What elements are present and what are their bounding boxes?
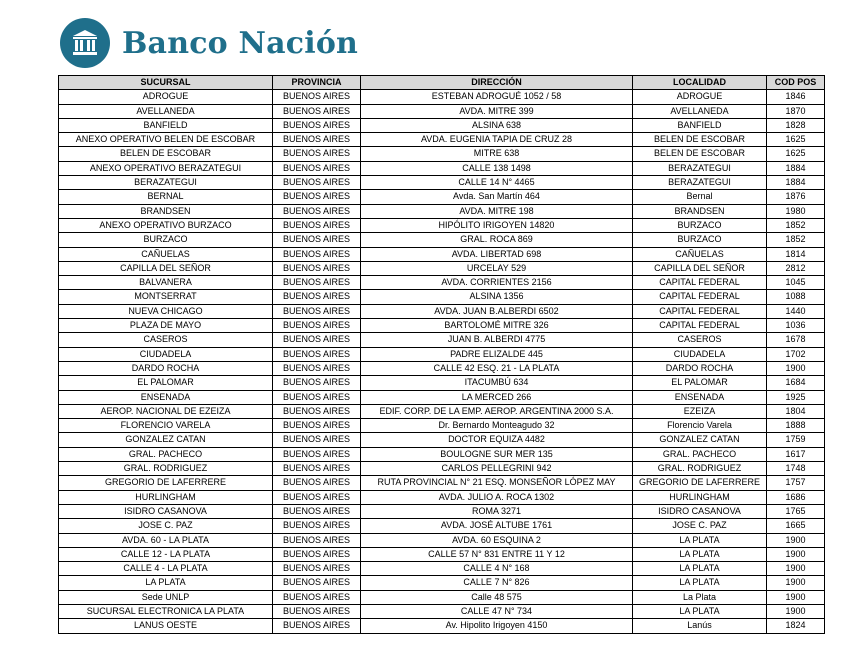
cell-cod-pos: 1888 xyxy=(767,419,825,433)
cell-localidad: Lanús xyxy=(633,619,767,633)
cell-localidad: LA PLATA xyxy=(633,604,767,618)
cell-cod-pos: 1617 xyxy=(767,447,825,461)
table-row xyxy=(59,562,825,576)
cell-localidad: Florencio Varela xyxy=(633,419,767,433)
cell-localidad: Bernal xyxy=(633,190,767,204)
cell-provincia: BUENOS AIRES xyxy=(273,276,361,290)
cell-provincia: BUENOS AIRES xyxy=(273,90,361,104)
cell-cod-pos: 1884 xyxy=(767,161,825,175)
cell-cod-pos: 1980 xyxy=(767,204,825,218)
cell-cod-pos: 2812 xyxy=(767,261,825,275)
cell-provincia: BUENOS AIRES xyxy=(273,104,361,118)
cell-provincia: BUENOS AIRES xyxy=(273,476,361,490)
cell-sucursal: EL PALOMAR xyxy=(59,376,273,390)
table-row xyxy=(59,176,825,190)
cell-provincia: BUENOS AIRES xyxy=(273,190,361,204)
cell-cod-pos: 1684 xyxy=(767,376,825,390)
cell-sucursal: SUCURSAL ELECTRONICA LA PLATA xyxy=(59,604,273,618)
cell-direccion: ALSINA 1356 xyxy=(361,290,633,304)
cell-cod-pos: 1757 xyxy=(767,476,825,490)
cell-cod-pos: 1804 xyxy=(767,404,825,418)
cell-cod-pos: 1828 xyxy=(767,118,825,132)
cell-localidad: CAPITAL FEDERAL xyxy=(633,319,767,333)
cell-direccion: Dr. Bernardo Monteagudo 32 xyxy=(361,419,633,433)
cell-provincia: BUENOS AIRES xyxy=(273,218,361,232)
cell-provincia: BUENOS AIRES xyxy=(273,576,361,590)
table-row xyxy=(59,218,825,232)
bank-logo xyxy=(60,17,358,69)
cell-provincia: BUENOS AIRES xyxy=(273,390,361,404)
cell-provincia: BUENOS AIRES xyxy=(273,433,361,447)
table-row xyxy=(59,533,825,547)
cell-provincia: BUENOS AIRES xyxy=(273,176,361,190)
cell-provincia: BUENOS AIRES xyxy=(273,547,361,561)
cell-direccion: CALLE 57 N° 831 ENTRE 11 Y 12 xyxy=(361,547,633,561)
table-row xyxy=(59,147,825,161)
table-row xyxy=(59,447,825,461)
cell-localidad: BRANDSEN xyxy=(633,204,767,218)
table-row xyxy=(59,476,825,490)
cell-provincia: BUENOS AIRES xyxy=(273,562,361,576)
cell-sucursal: AVDA. 60 - LA PLATA xyxy=(59,533,273,547)
cell-direccion: CALLE 42 ESQ. 21 - LA PLATA xyxy=(361,361,633,375)
cell-provincia: BUENOS AIRES xyxy=(273,419,361,433)
cell-sucursal: BALVANERA xyxy=(59,276,273,290)
cell-direccion: CALLE 47 N° 734 xyxy=(361,604,633,618)
cell-localidad: BELEN DE ESCOBAR xyxy=(633,147,767,161)
cell-cod-pos: 1852 xyxy=(767,218,825,232)
cell-sucursal: GRAL. PACHECO xyxy=(59,447,273,461)
cell-provincia: BUENOS AIRES xyxy=(273,319,361,333)
cell-cod-pos: 1900 xyxy=(767,562,825,576)
cell-cod-pos: 1088 xyxy=(767,290,825,304)
table-body xyxy=(59,90,825,633)
cell-sucursal: BRANDSEN xyxy=(59,204,273,218)
cell-sucursal: Sede UNLP xyxy=(59,590,273,604)
cell-cod-pos: 1884 xyxy=(767,176,825,190)
cell-provincia: BUENOS AIRES xyxy=(273,462,361,476)
cell-direccion: AVDA. CORRIENTES 2156 xyxy=(361,276,633,290)
cell-cod-pos: 1036 xyxy=(767,319,825,333)
cell-direccion: URCELAY 529 xyxy=(361,261,633,275)
table-row xyxy=(59,104,825,118)
table-row xyxy=(59,419,825,433)
header-direccion: DIRECCIÓN xyxy=(361,76,633,90)
cell-direccion: BOULOGNE SUR MER 135 xyxy=(361,447,633,461)
cell-cod-pos: 1900 xyxy=(767,361,825,375)
cell-localidad: BURZACO xyxy=(633,233,767,247)
cell-localidad: BELEN DE ESCOBAR xyxy=(633,133,767,147)
table-row xyxy=(59,233,825,247)
cell-sucursal: ANEXO OPERATIVO BURZACO xyxy=(59,218,273,232)
cell-provincia: BUENOS AIRES xyxy=(273,333,361,347)
table-row xyxy=(59,304,825,318)
cell-cod-pos: 1814 xyxy=(767,247,825,261)
cell-localidad: BERAZATEGUI xyxy=(633,161,767,175)
cell-sucursal: FLORENCIO VARELA xyxy=(59,419,273,433)
cell-localidad: CASEROS xyxy=(633,333,767,347)
table-row xyxy=(59,118,825,132)
cell-sucursal: AEROP. NACIONAL DE EZEIZA xyxy=(59,404,273,418)
cell-provincia: BUENOS AIRES xyxy=(273,133,361,147)
cell-provincia: BUENOS AIRES xyxy=(273,347,361,361)
table-row xyxy=(59,547,825,561)
table-row xyxy=(59,504,825,518)
cell-sucursal: BANFIELD xyxy=(59,118,273,132)
cell-provincia: BUENOS AIRES xyxy=(273,376,361,390)
cell-sucursal: ANEXO OPERATIVO BELEN DE ESCOBAR xyxy=(59,133,273,147)
cell-provincia: BUENOS AIRES xyxy=(273,147,361,161)
cell-cod-pos: 1900 xyxy=(767,590,825,604)
table-row xyxy=(59,133,825,147)
cell-direccion: AVDA. JOSÉ ALTUBE 1761 xyxy=(361,519,633,533)
cell-provincia: BUENOS AIRES xyxy=(273,533,361,547)
cell-localidad: EL PALOMAR xyxy=(633,376,767,390)
cell-localidad: BERAZATEGUI xyxy=(633,176,767,190)
cell-direccion: AVDA. LIBERTAD 698 xyxy=(361,247,633,261)
table-row xyxy=(59,276,825,290)
cell-localidad: LA PLATA xyxy=(633,562,767,576)
cell-localidad: LA PLATA xyxy=(633,533,767,547)
cell-provincia: BUENOS AIRES xyxy=(273,590,361,604)
cell-direccion: ALSINA 638 xyxy=(361,118,633,132)
cell-sucursal: DARDO ROCHA xyxy=(59,361,273,375)
bank-name: Banco Nación xyxy=(122,25,359,61)
cell-cod-pos: 1846 xyxy=(767,90,825,104)
cell-provincia: BUENOS AIRES xyxy=(273,161,361,175)
bank-building-icon xyxy=(60,18,110,68)
cell-sucursal: BELEN DE ESCOBAR xyxy=(59,147,273,161)
cell-localidad: CIUDADELA xyxy=(633,347,767,361)
cell-cod-pos: 1440 xyxy=(767,304,825,318)
cell-sucursal: HURLINGHAM xyxy=(59,490,273,504)
header-sucursal: SUCURSAL xyxy=(59,76,273,90)
cell-cod-pos: 1625 xyxy=(767,147,825,161)
cell-cod-pos: 1900 xyxy=(767,604,825,618)
cell-localidad: BURZACO xyxy=(633,218,767,232)
cell-direccion: JUAN B. ALBERDI 4775 xyxy=(361,333,633,347)
table-row xyxy=(59,161,825,175)
cell-direccion: AVDA. JULIO A. ROCA 1302 xyxy=(361,490,633,504)
table-row xyxy=(59,404,825,418)
cell-direccion: CALLE 4 N° 168 xyxy=(361,562,633,576)
cell-provincia: BUENOS AIRES xyxy=(273,361,361,375)
cell-localidad: AVELLANEDA xyxy=(633,104,767,118)
cell-localidad: CAPITAL FEDERAL xyxy=(633,276,767,290)
cell-sucursal: MONTSERRAT xyxy=(59,290,273,304)
cell-direccion: CALLE 14 N° 4465 xyxy=(361,176,633,190)
table-row xyxy=(59,490,825,504)
cell-localidad: ENSENADA xyxy=(633,390,767,404)
cell-cod-pos: 1925 xyxy=(767,390,825,404)
branches-table xyxy=(58,75,825,634)
cell-localidad: CAPILLA DEL SEÑOR xyxy=(633,261,767,275)
table-row xyxy=(59,390,825,404)
cell-direccion: AVDA. MITRE 399 xyxy=(361,104,633,118)
cell-cod-pos: 1665 xyxy=(767,519,825,533)
cell-sucursal: GRAL. RODRIGUEZ xyxy=(59,462,273,476)
cell-provincia: BUENOS AIRES xyxy=(273,404,361,418)
cell-provincia: BUENOS AIRES xyxy=(273,619,361,633)
table-row xyxy=(59,433,825,447)
cell-cod-pos: 1759 xyxy=(767,433,825,447)
cell-direccion: Calle 48 575 xyxy=(361,590,633,604)
cell-cod-pos: 1900 xyxy=(767,547,825,561)
cell-direccion: AVDA. JUAN B.ALBERDI 6502 xyxy=(361,304,633,318)
cell-sucursal: JOSE C. PAZ xyxy=(59,519,273,533)
cell-localidad: LA PLATA xyxy=(633,547,767,561)
cell-sucursal: BERNAL xyxy=(59,190,273,204)
cell-provincia: BUENOS AIRES xyxy=(273,290,361,304)
cell-cod-pos: 1748 xyxy=(767,462,825,476)
cell-localidad: HURLINGHAM xyxy=(633,490,767,504)
cell-sucursal: ENSENADA xyxy=(59,390,273,404)
cell-sucursal: CIUDADELA xyxy=(59,347,273,361)
cell-cod-pos: 1686 xyxy=(767,490,825,504)
cell-sucursal: CAÑUELAS xyxy=(59,247,273,261)
cell-provincia: BUENOS AIRES xyxy=(273,233,361,247)
cell-sucursal: AVELLANEDA xyxy=(59,104,273,118)
cell-cod-pos: 1900 xyxy=(767,576,825,590)
cell-localidad: CAÑUELAS xyxy=(633,247,767,261)
cell-sucursal: PLAZA DE MAYO xyxy=(59,319,273,333)
cell-sucursal: CASEROS xyxy=(59,333,273,347)
cell-sucursal: LANUS OESTE xyxy=(59,619,273,633)
cell-sucursal: CAPILLA DEL SEÑOR xyxy=(59,261,273,275)
cell-direccion: Avda. San Martín 464 xyxy=(361,190,633,204)
cell-cod-pos: 1702 xyxy=(767,347,825,361)
cell-cod-pos: 1824 xyxy=(767,619,825,633)
cell-direccion: CALLE 138 1498 xyxy=(361,161,633,175)
cell-localidad: EZEIZA xyxy=(633,404,767,418)
cell-provincia: BUENOS AIRES xyxy=(273,247,361,261)
header-cod-pos: COD POS xyxy=(767,76,825,90)
cell-cod-pos: 1852 xyxy=(767,233,825,247)
cell-cod-pos: 1678 xyxy=(767,333,825,347)
cell-provincia: BUENOS AIRES xyxy=(273,490,361,504)
cell-localidad: ADROGUE xyxy=(633,90,767,104)
table-row xyxy=(59,462,825,476)
cell-direccion: CARLOS PELLEGRINI 942 xyxy=(361,462,633,476)
header-localidad: LOCALIDAD xyxy=(633,76,767,90)
cell-localidad: GREGORIO DE LAFERRERE xyxy=(633,476,767,490)
cell-provincia: BUENOS AIRES xyxy=(273,304,361,318)
header-provincia: PROVINCIA xyxy=(273,76,361,90)
cell-direccion: ROMA 3271 xyxy=(361,504,633,518)
cell-localidad: LA PLATA xyxy=(633,576,767,590)
table-row xyxy=(59,190,825,204)
cell-direccion: DOCTOR EQUIZA 4482 xyxy=(361,433,633,447)
cell-sucursal: GREGORIO DE LAFERRERE xyxy=(59,476,273,490)
cell-direccion: BARTOLOMÉ MITRE 326 xyxy=(361,319,633,333)
cell-sucursal: BERAZATEGUI xyxy=(59,176,273,190)
cell-sucursal: LA PLATA xyxy=(59,576,273,590)
cell-direccion: PADRE ELIZALDE 445 xyxy=(361,347,633,361)
cell-direccion: EDIF. CORP. DE LA EMP. AEROP. ARGENTINA 2000 S.A. xyxy=(361,404,633,418)
cell-direccion: AVDA. MITRE 198 xyxy=(361,204,633,218)
cell-provincia: BUENOS AIRES xyxy=(273,604,361,618)
cell-sucursal: CALLE 4 - LA PLATA xyxy=(59,562,273,576)
table-header-row xyxy=(59,76,825,90)
cell-cod-pos: 1876 xyxy=(767,190,825,204)
cell-direccion: HIPÓLITO IRIGOYEN 14820 xyxy=(361,218,633,232)
table-row xyxy=(59,333,825,347)
cell-localidad: GRAL. PACHECO xyxy=(633,447,767,461)
cell-localidad: ISIDRO CASANOVA xyxy=(633,504,767,518)
cell-localidad: GRAL. RODRIGUEZ xyxy=(633,462,767,476)
cell-direccion: AVDA. EUGENIA TAPIA DE CRUZ 28 xyxy=(361,133,633,147)
table-row xyxy=(59,204,825,218)
table-row xyxy=(59,261,825,275)
table-row xyxy=(59,576,825,590)
cell-direccion: AVDA. 60 ESQUINA 2 xyxy=(361,533,633,547)
cell-provincia: BUENOS AIRES xyxy=(273,504,361,518)
cell-sucursal: ISIDRO CASANOVA xyxy=(59,504,273,518)
cell-provincia: BUENOS AIRES xyxy=(273,447,361,461)
cell-localidad: CAPITAL FEDERAL xyxy=(633,290,767,304)
cell-cod-pos: 1625 xyxy=(767,133,825,147)
table-row xyxy=(59,90,825,104)
table-row xyxy=(59,361,825,375)
cell-localidad: La Plata xyxy=(633,590,767,604)
table-row xyxy=(59,290,825,304)
cell-cod-pos: 1045 xyxy=(767,276,825,290)
cell-localidad: BANFIELD xyxy=(633,118,767,132)
cell-sucursal: CALLE 12 - LA PLATA xyxy=(59,547,273,561)
cell-sucursal: ANEXO OPERATIVO BERAZATEGUI xyxy=(59,161,273,175)
cell-direccion: CALLE 7 N° 826 xyxy=(361,576,633,590)
cell-cod-pos: 1870 xyxy=(767,104,825,118)
table-row xyxy=(59,619,825,633)
cell-localidad: CAPITAL FEDERAL xyxy=(633,304,767,318)
cell-direccion: GRAL. ROCA 869 xyxy=(361,233,633,247)
cell-localidad: DARDO ROCHA xyxy=(633,361,767,375)
table-row xyxy=(59,347,825,361)
cell-cod-pos: 1900 xyxy=(767,533,825,547)
cell-localidad: JOSE C. PAZ xyxy=(633,519,767,533)
table-row xyxy=(59,319,825,333)
cell-sucursal: NUEVA CHICAGO xyxy=(59,304,273,318)
cell-localidad: GONZALEZ CATAN xyxy=(633,433,767,447)
cell-provincia: BUENOS AIRES xyxy=(273,204,361,218)
cell-provincia: BUENOS AIRES xyxy=(273,261,361,275)
cell-direccion: ITACUMBÚ 634 xyxy=(361,376,633,390)
cell-direccion: RUTA PROVINCIAL N° 21 ESQ. MONSEÑOR LÓPEZ MAY xyxy=(361,476,633,490)
cell-provincia: BUENOS AIRES xyxy=(273,118,361,132)
table-row xyxy=(59,519,825,533)
cell-cod-pos: 1765 xyxy=(767,504,825,518)
cell-provincia: BUENOS AIRES xyxy=(273,519,361,533)
table-row xyxy=(59,247,825,261)
cell-sucursal: BURZACO xyxy=(59,233,273,247)
cell-sucursal: ADROGUE xyxy=(59,90,273,104)
cell-sucursal: GONZALEZ CATAN xyxy=(59,433,273,447)
table-row xyxy=(59,604,825,618)
table-row xyxy=(59,376,825,390)
cell-direccion: MITRE 638 xyxy=(361,147,633,161)
cell-direccion: Av. Hipolito Irigoyen 4150 xyxy=(361,619,633,633)
table-row xyxy=(59,590,825,604)
cell-direccion: ESTEBAN ADROGUÉ 1052 / 58 xyxy=(361,90,633,104)
cell-direccion: LA MERCED 266 xyxy=(361,390,633,404)
